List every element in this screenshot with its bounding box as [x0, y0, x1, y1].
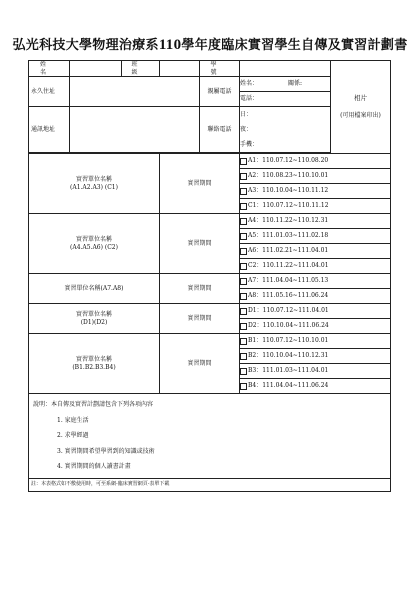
relative-phone-label: 親屬電話	[200, 77, 240, 107]
checkbox-icon[interactable]	[240, 353, 247, 360]
instructions-intro: 說明：本自傳及實習計劃請包含下列各項內容	[33, 401, 154, 408]
checkbox-icon[interactable]	[240, 248, 247, 255]
period-label-3: 實習期間	[160, 274, 240, 304]
placement-name-2: 實習單位名稱 (A4.A5.A6) (C2)	[29, 214, 160, 274]
photo-label: 相片	[354, 94, 367, 103]
option-a3[interactable]: A3：110.10.04~110.11.12	[240, 184, 390, 199]
option-d1[interactable]: D1：110.07.12~111.04.01	[240, 304, 390, 319]
name-field[interactable]	[70, 61, 122, 77]
student-id-field[interactable]	[240, 61, 331, 77]
option-c2[interactable]: C2：110.11.22~111.04.01	[240, 259, 390, 273]
checkbox-icon[interactable]	[240, 368, 247, 375]
option-a1[interactable]: A1：110.07.12~110.08.20	[240, 154, 390, 169]
placement-name-4: 實習單位名稱 (D1)(D2)	[29, 304, 160, 334]
checkbox-icon[interactable]	[240, 323, 247, 330]
period-label-2: 實習期間	[160, 214, 240, 274]
checkbox-icon[interactable]	[240, 233, 247, 240]
option-b1[interactable]: B1：110.07.12~110.10.01	[240, 334, 390, 349]
checkbox-icon[interactable]	[240, 203, 247, 210]
period-label-1: 實習期間	[160, 154, 240, 214]
day-phone[interactable]: 日：	[240, 110, 253, 118]
perm-address-label: 永久住址	[29, 77, 70, 107]
placement-name-3: 實習單位名稱(A7.A8)	[29, 274, 160, 304]
checkbox-icon[interactable]	[240, 188, 247, 195]
class-field[interactable]	[160, 61, 200, 77]
option-a6[interactable]: A6：111.02.21~111.04.01	[240, 244, 390, 259]
contact-phone-label: 聯絡電話	[200, 107, 240, 153]
checkbox-icon[interactable]	[240, 263, 247, 270]
footnote: 註：本表格式如不敷使用時，可至系網-臨床實習網頁-表單下載	[29, 478, 391, 491]
relative-phone-text: 電話：	[240, 95, 259, 103]
checkbox-icon[interactable]	[240, 173, 247, 180]
relative-phone-field[interactable]	[240, 92, 330, 106]
checkbox-icon[interactable]	[240, 293, 247, 300]
period-label-4: 實習期間	[160, 304, 240, 334]
checkbox-icon[interactable]	[240, 218, 247, 225]
instruction-item: 3. 實習期間希望學習到的知識或技術	[57, 447, 155, 455]
option-c1[interactable]: C1：110.07.12~110.11.12	[240, 199, 390, 213]
name-label: 姓 名	[29, 61, 70, 77]
class-label: 班 級	[122, 61, 160, 77]
checkbox-icon[interactable]	[240, 308, 247, 315]
mail-address-label: 通訊地址	[29, 107, 70, 153]
option-b4[interactable]: B4：111.04.04~111.06.24	[240, 379, 390, 393]
option-b2[interactable]: B2：110.10.04~110.12.31	[240, 349, 390, 364]
mail-address-field[interactable]	[70, 107, 200, 153]
option-a2[interactable]: A2：110.08.23~110.10.01	[240, 169, 390, 184]
relative-name-label: 姓名：	[240, 80, 259, 88]
photo-box[interactable]	[331, 61, 391, 154]
photo-note: (可用檔案印出)	[340, 112, 381, 120]
option-a8[interactable]: A8：111.05.16~111.06.24	[240, 289, 390, 303]
option-a5[interactable]: A5：111.01.03~111.02.18	[240, 229, 390, 244]
mobile-phone[interactable]: 手機：	[240, 140, 259, 148]
option-a4[interactable]: A4：110.11.22~110.12.31	[240, 214, 390, 229]
option-d2[interactable]: D2：110.10.04~111.06.24	[240, 319, 390, 333]
period-label-5: 實習期間	[160, 334, 240, 394]
checkbox-icon[interactable]	[240, 383, 247, 390]
instructions	[29, 394, 391, 479]
perm-address-field[interactable]	[70, 77, 200, 107]
checkbox-icon[interactable]	[240, 338, 247, 345]
checkbox-icon[interactable]	[240, 278, 247, 285]
option-a7[interactable]: A7：111.04.04~111.05.13	[240, 274, 390, 289]
instruction-item: 4. 實習期間的個人讀書計畫	[57, 463, 131, 470]
night-phone[interactable]: 夜：	[240, 125, 253, 133]
checkbox-icon[interactable]	[240, 158, 247, 165]
instruction-item: 2. 求學經過	[57, 432, 89, 439]
option-b3[interactable]: B3：111.01.03~111.04.01	[240, 364, 390, 379]
relation-label: 關係:	[288, 80, 303, 88]
placement-name-1: 實習單位名稱 (A1.A2.A3) (C1)	[29, 154, 160, 214]
page-title: 弘光科技大學物理治療系110學年度臨床實習學生自傳及實習計劃書	[12, 37, 408, 53]
application-form	[28, 60, 391, 492]
instruction-item: 1. 家庭生活	[57, 416, 89, 424]
student-id-label: 學 號	[200, 61, 240, 77]
placement-name-5: 實習單位名稱 (B1.B2.B3.B4)	[29, 334, 160, 394]
